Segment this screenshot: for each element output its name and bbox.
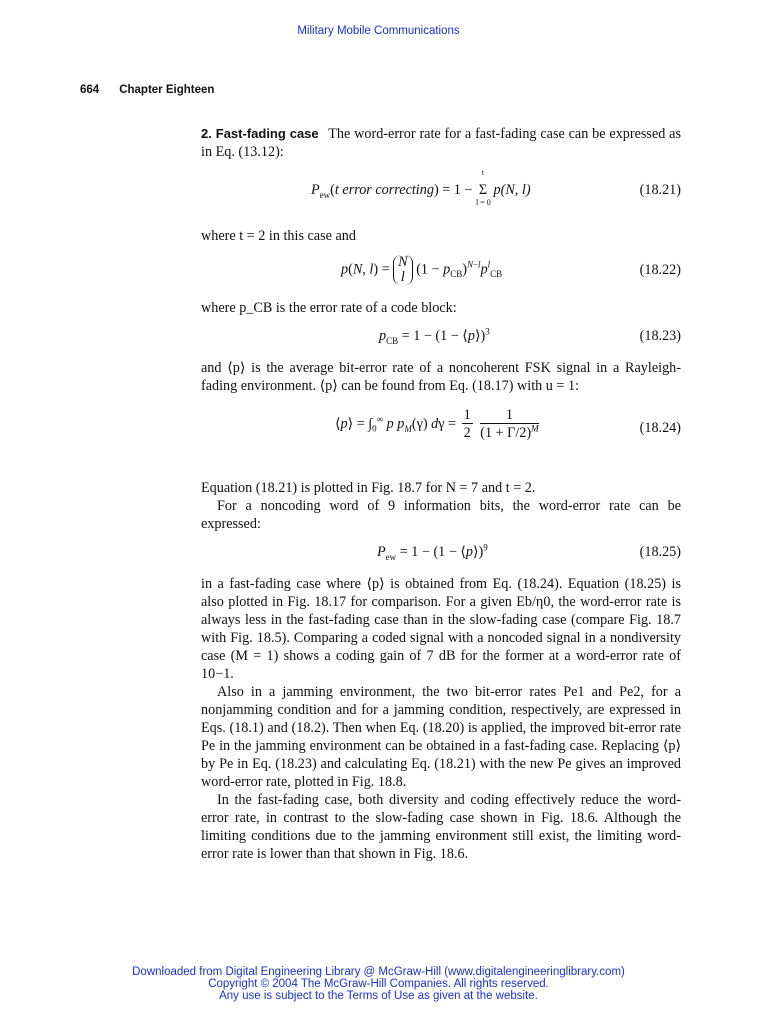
equation-number: (18.24) [639,420,681,436]
paragraph-4: and ⟨p⟩ is the average bit-error rate of a noncoherent FSK signal in a Rayleigh-fading environment. ⟨p⟩ can be found from Eq. (18.17) with u = 1: [201,360,681,394]
running-head [80,84,214,96]
body-text [201,125,681,863]
footer-terms-link[interactable]: Any use is subject to the Terms of Use as given at the website. [219,990,538,1002]
equation-18-23: $p_{CB} = 1 - (1$ − ⟨p⟩)$^3$ (18.23) [379,326,681,346]
equation-number: (18.23) [639,328,681,344]
section-heading: 2. Fast-fading case [201,126,319,141]
paragraph-9: In the fast-fading case, both diversity and coding effectively reduce the word-error rate, in contrast to the slow-fading case shown in Fig. 18.6. Although the limiting conditions due to the jamming environment still exist, the limiting word-error rate is lower than that shown in Fig. 18.6. [201,792,681,862]
paragraph-1-text: The word-error rate for a fast-fading case can be expressed as in Eq. (13.12): [201,126,681,160]
footer [0,966,757,1002]
paragraph-2: where t = 2 in this case and [201,228,356,244]
equation-18-25: $P_{ew} = 1 - (1$ − ⟨p⟩)$^9$ (18.25) [377,542,681,562]
equation-number: (18.22) [639,262,681,278]
equation-18-22: p(N, l) = N l $(1 - p_{CB})^{N-l}p^l_{CB}$ (18.22) [341,254,681,285]
paragraph-6: For a noncoding word of 9 information bits, the word-error rate can be expressed: [201,498,681,532]
equation-number: (18.21) [639,182,681,198]
page-number: 664 [80,84,100,96]
chapter-title: Chapter Eighteen [119,84,215,96]
page-header-title: Military Mobile Communications [297,25,460,37]
paragraph-1 [201,125,681,161]
equation-number: (18.25) [639,544,681,560]
paragraph-3: where p_CB is the error rate of a code block: [201,300,457,316]
equation-18-24: ⟨p⟩ = $\int_0^\infty$ p $p_M(\gamma) d\gamma$ = $\frac{1}{2}$ $\frac{1}{(1 + \Gamma/2)^M}$ (18.24) [335,407,681,441]
footer-copyright: Copyright © 2004 The McGraw-Hill Companies. All rights reserved. [208,978,549,990]
paragraph-5: Equation (18.21) is plotted in Fig. 18.7 for N = 7 and t = 2. [201,480,536,496]
footer-download-link[interactable]: Downloaded from Digital Engineering Library @ McGraw-Hill (www.digitalengineeringlibrary.com) [132,966,625,978]
paragraph-8: Also in a jamming environment, the two bit-error rates Pe1 and Pe2, for a nonjamming condition and for a jamming condition, respectively, are expressed in Eqs. (18.1) and (18.2). Then when Eq. (18.20) is applied, the improved bit-error rate Pe in the jamming environment can be obtained in a fast-fading case. Replacing ⟨p⟩ by Pe in Eq. (18.23) and calculating Eq. (18.21) with the new Pe gives an improved word-error rate, plotted in Fig. 18.8. [201,684,681,790]
paragraph-7: in a fast-fading case where ⟨p⟩ is obtained from Eq. (18.24). Equation (18.25) is also plotted in Fig. 18.17 for comparison. For a given Eb/η0, the word-error rate is always less in the fast-fading case than in the slow-fading case (compare Fig. 18.7 with Fig. 18.5). Comparing a coded signal with a noncoded signal in a nondiversity case (M = 1) shows a coding gain of 7 dB for the former at a word-error rate of 10−1. [201,576,681,682]
equation-18-21: $P_{ew}(t$ error correcting) = 1 − t Σ l = 0 p(N, l) (18.21) [311,168,681,207]
